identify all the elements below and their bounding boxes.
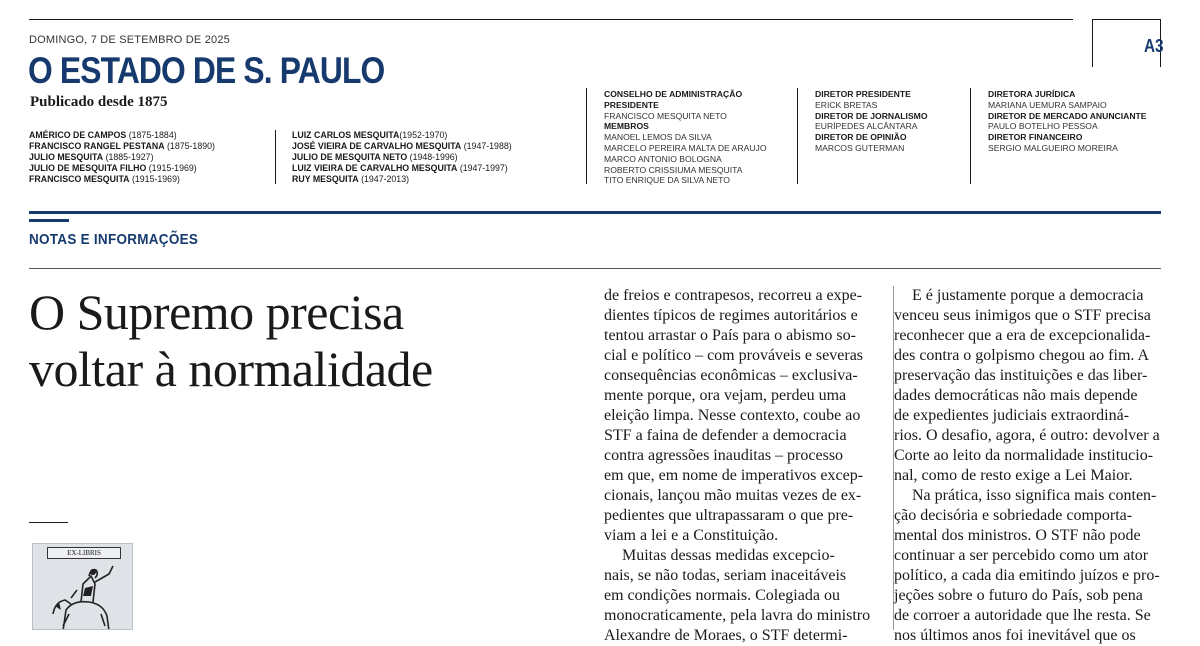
director-role: DIRETOR PRESIDENTE — [815, 89, 911, 99]
board-member: TITO ENRIQUE DA SILVA NETO — [604, 175, 730, 186]
directors-divider-2 — [970, 88, 971, 184]
founders-list-right — [292, 130, 512, 185]
board-member: MANOEL LEMOS DA SILVA — [604, 132, 712, 143]
founder-entry: FRANCISCO RANGEL PESTANA (1875-1890) — [29, 141, 215, 151]
founders-list-left — [29, 130, 215, 185]
ex-libris-engraving — [32, 543, 133, 630]
article-column-1 — [604, 286, 880, 646]
board-member: MARCELO PEREIRA MALTA DE ARAUJO — [604, 142, 767, 153]
newspaper-title: O ESTADO DE S. PAULO — [28, 50, 385, 91]
director-name: SERGIO MALGUEIRO MOREIRA — [988, 142, 1118, 153]
directors-divider-1 — [797, 88, 798, 184]
director-name: MARCOS GUTERMAN — [815, 142, 905, 153]
board-member: ROBERTO CRISSIUMA MESQUITA — [604, 164, 743, 175]
founder-entry: JOSÉ VIEIRA DE CARVALHO MESQUITA (1947-1988) — [292, 141, 512, 151]
board-heading: CONSELHO DE ADMINISTRAÇÃO — [604, 89, 743, 99]
founder-entry: JULIO DE MESQUITA NETO (1948-1996) — [292, 152, 458, 162]
byline-rule — [29, 522, 68, 523]
article-column-2 — [894, 286, 1161, 646]
founder-entry: RUY MESQUITA (1947-2013) — [292, 174, 410, 184]
director-role: DIRETORA JURÍDICA — [988, 89, 1076, 99]
director-role: DIRETOR DE JORNALISMO — [815, 110, 928, 121]
board-members-label: MEMBROS — [604, 121, 649, 132]
board-member: MARCO ANTONIO BOLOGNA — [604, 153, 722, 164]
director-name: PAULO BOTELHO PESSOA — [988, 121, 1098, 132]
founder-entry: LUIZ VIEIRA DE CARVALHO MESQUITA (1947-1997) — [292, 163, 508, 173]
column-2-paragraph-1: E é justamente porque a democracia venceu seus inimigos que o STF precisa reconhecer que a era de excepcionalida- des contra o golpismo chegou ao fim. A preservação das instituições e das liber- dades democráticas não mais depende de expedientes judiciais extraordiná- rios. O desafio, agora, é outro: devolver a Corte ao leito da normalidade institucio- nal, como de resto exige a Lei Maior. — [894, 287, 1160, 484]
director-name: EURÍPEDES ALCÂNTARA — [815, 121, 918, 132]
founder-entry: JULIO MESQUITA (1885-1927) — [29, 152, 154, 162]
founder-entry: FRANCISCO MESQUITA (1915-1969) — [29, 174, 180, 184]
director-role: DIRETOR DE OPINIÃO — [815, 132, 907, 143]
founders-divider — [275, 130, 276, 184]
board-block — [604, 89, 767, 186]
masthead-bottom-rule — [29, 211, 1161, 214]
ex-libris-label: EX-LIBRIS — [47, 547, 121, 559]
headline-line: voltar à normalidade — [29, 341, 433, 397]
page-box-left-rule — [1092, 19, 1093, 67]
column-1-paragraph-2: Muitas dessas medidas excepcio- nais, se não todas, seriam inaceitáveis em condições normais. Colegiada ou monocraticamente, pela lavra do ministro Alexandre de Moraes, o STF determi- — [604, 547, 871, 644]
headline-line: O Supremo precisa — [29, 284, 404, 340]
board-president-label: PRESIDENTE — [604, 99, 659, 110]
column-1-paragraph-1: de freios e contrapesos, recorreu a expe- dientes típicos de regimes autoritários e tentou arrastar o País para o abismo so- cial e político – com prováveis e severas consequências econômicas – exclusiva- mente porque, ora vejam, perdeu uma eleição limpa. Nesse contexto, coube ao STF a faina de defender a democracia contra agressões inauditas – processo em que, em nome de imperativos excep- cionais, lançou mão muitas vezes de ex- pedientes que ultrapassaram o que pre- viam a lei e a Constituição. — [604, 287, 864, 544]
top-rule — [29, 19, 1073, 20]
board-president: FRANCISCO MESQUITA NETO — [604, 110, 727, 121]
page-box-top-rule — [1092, 19, 1161, 20]
page-number: A3 — [1144, 36, 1164, 56]
section-label: NOTAS E INFORMAÇÕES — [29, 231, 199, 248]
director-role: DIRETOR FINANCEIRO — [988, 132, 1083, 143]
director-name: MARIANA UEMURA SAMPAIO — [988, 99, 1107, 110]
founder-entry: JULIO DE MESQUITA FILHO (1915-1969) — [29, 163, 197, 173]
director-name: ERICK BRETAS — [815, 99, 878, 110]
section-accent-rule — [29, 219, 69, 222]
published-since: Publicado desde 1875 — [30, 94, 168, 110]
article-headline — [29, 284, 433, 398]
section-bottom-rule — [29, 268, 1161, 269]
directors-block-1 — [815, 89, 928, 154]
board-divider — [586, 88, 587, 184]
founder-entry: LUIZ CARLOS MESQUITA(1952-1970) — [292, 130, 448, 140]
directors-block-2 — [988, 89, 1147, 154]
edition-date: DOMINGO, 7 DE SETEMBRO DE 2025 — [29, 34, 230, 46]
director-role: DIRETOR DE MERCADO ANUNCIANTE — [988, 110, 1147, 121]
column-2-paragraph-2: Na prática, isso significa mais conten- ção decisória e sobriedade comporta- mental dos ministros. O STF não pode continuar a ser percebido como um ator político, a cada dia emitindo juízos e pro- jeções sobre o futuro do País, sob pena de corroer a autoridade que lhe resta. Se nos últimos anos foi inevitável que os — [894, 487, 1160, 644]
founder-entry: AMÉRICO DE CAMPOS (1875-1884) — [29, 130, 177, 140]
knight-on-horse-icon — [33, 544, 133, 630]
